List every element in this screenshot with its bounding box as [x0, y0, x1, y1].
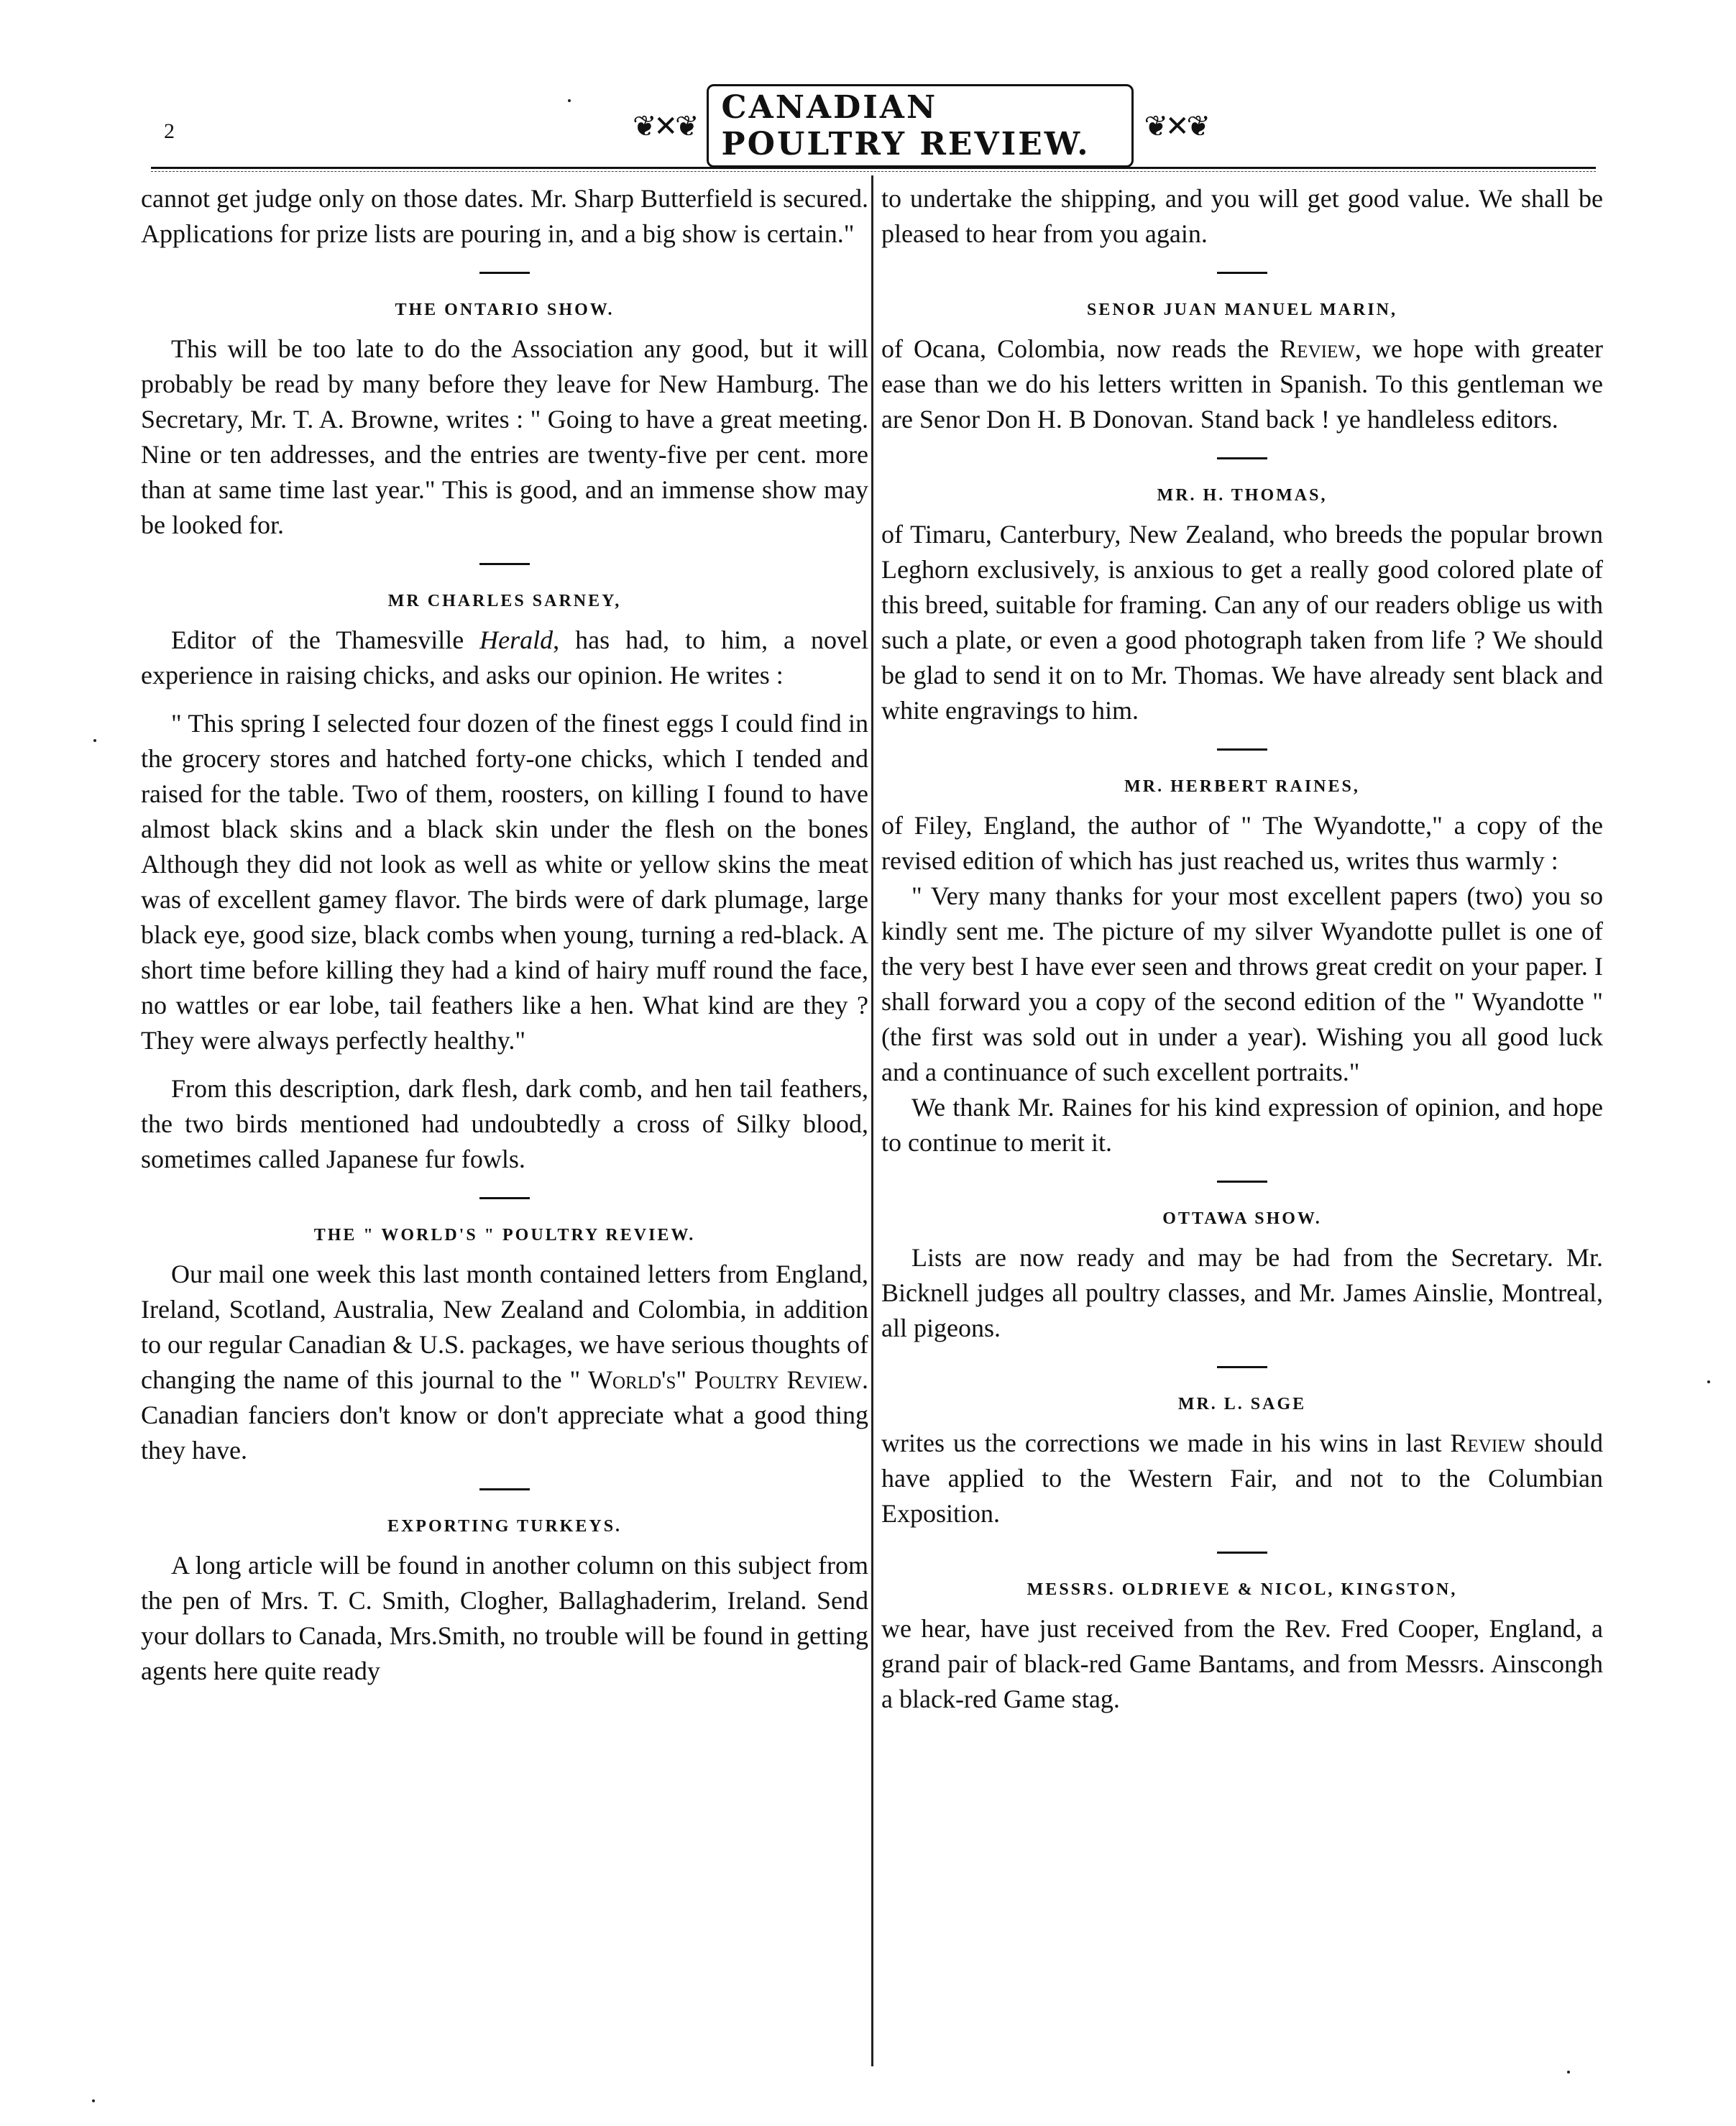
- sage-body-end: should have applied to the Western Fair, and not to the Columbian Exposition.: [881, 1429, 1603, 1528]
- continuation-paragraph: cannot get judge only on those dates. Mr. Sharp Butterfield is secured. Applications for prize lists are pouring in, and a big show is certain.": [141, 184, 868, 248]
- section-divider: [1217, 1366, 1267, 1368]
- raines-reply: We thank Mr. Raines for his kind expression of opinion, and hope to continue to merit it.: [881, 1093, 1603, 1157]
- section-divider: [479, 1197, 530, 1199]
- sage-body-start: writes us the corrections we made in his wins in last: [881, 1429, 1451, 1457]
- herald-italic: Herald: [479, 626, 554, 654]
- marin-body-end: , we hope with greater ease than we do his letters written in Spanish. To this gentleman we are Senor Don H. B Donovan. Stand back ! ye handleless editors.: [881, 334, 1603, 434]
- section-title-exporting-turkeys: EXPORTING TURKEYS.: [387, 1517, 623, 1536]
- raines-letter: " Very many thanks for your most excellent papers (two) you so kindly sent me. The picture of my silver Wyandotte pullet is one of the very best I have ever seen and throws great credit on your paper. I shall forward you a copy of the second edition of the " Wyandotte " (the first was sold out in under a year). Wishing you all good luck and a continuance of such excellent portraits.": [881, 881, 1603, 1086]
- worlds-body-end: . Canadian fanciers don't know or don't appreciate what a good thing they have.: [141, 1365, 868, 1465]
- section-title-h-thomas: MR. H. THOMAS,: [1157, 486, 1328, 505]
- section-divider: [1217, 272, 1267, 274]
- left-column: [141, 181, 868, 1689]
- thomas-body: of Timaru, Canterbury, New Zealand, who breeds the popular brown Leghorn exclusively, is anxious to get a really good colored plate of this breed, suitable for framing. Can any of our readers oblige us with such a plate, or even a good photograph taken from life ? We should be glad to send it on to Mr. Thomas. We have already sent black and white engravings to him.: [881, 520, 1603, 725]
- section-divider: [479, 1488, 530, 1490]
- raines-intro: of Filey, England, the author of " The Wyandotte," a copy of the revised edition of which has just reached us, writes thus warmly :: [881, 811, 1603, 875]
- worlds-body-start: Our mail one week this last month contained letters from England, Ireland, Scotland, Australia, New Zealand and Colombia, in addition to our regular Canadian & U.S. packages, we have serious thoughts of changing the name of this journal to the ": [141, 1260, 868, 1394]
- turkeys-body: A long article will be found in another column on this subject from the pen of Mrs. T. C. Smith, Clogher, Ballaghaderim, Ireland. Send your dollars to Canada, Mrs.Smith, no trouble will be found in getting agents here quite ready: [141, 1551, 868, 1685]
- left-ornament: ❦✕❦: [633, 109, 697, 142]
- sage-body: [881, 1426, 1603, 1531]
- masthead: [633, 89, 1208, 162]
- section-divider: [479, 563, 530, 565]
- paragraph-gap: [141, 693, 868, 706]
- section-title-worlds-poultry-review: THE " WORLD'S " POULTRY REVIEW.: [313, 1226, 696, 1245]
- section-title-l-sage: MR. L. SAGE: [1177, 1395, 1307, 1413]
- marin-body-start: of Ocana, Colombia, now reads the: [881, 334, 1280, 363]
- scan-speck: [93, 739, 96, 742]
- sarney-reply: From this description, dark flesh, dark comb, and hen tail feathers, the two birds mentioned had undoubtedly a cross of Silky blood, sometimes called Japanese fur fowls.: [141, 1074, 868, 1173]
- oldrieve-body: we hear, have just received from the Rev. Fred Cooper, England, a grand pair of black-red Game Bantams, and from Messrs. Ainscongh a black-red Game stag.: [881, 1614, 1603, 1713]
- section-divider: [1217, 457, 1267, 459]
- scan-speck: [92, 2099, 95, 2102]
- column-divider: [871, 175, 873, 2066]
- section-title-oldrieve-nicol: MESSRS. OLDRIEVE & NICOL, KINGSTON,: [1027, 1580, 1458, 1599]
- scan-speck: [1567, 2071, 1570, 2074]
- sarney-intro-start: Editor of the Thamesville: [171, 626, 480, 654]
- section-title-juan-manuel-marin: SENOR JUAN MANUEL MARIN,: [1086, 301, 1397, 319]
- right-column: [881, 181, 1603, 1717]
- right-ornament: ❦✕❦: [1144, 109, 1208, 142]
- sarney-letter: " This spring I selected four dozen of the finest eggs I could find in the grocery stores and hatched forty-one chicks, which I tended and raised for the table. Two of them, roosters, on killing I found to have almost black skins and a black skin under the flesh on the bones Although they did not look as well as white or yellow skins the meat was of excellent gamey flavor. The birds were of dark plumage, large black eye, good size, black combs when young, turning a red-black. A short time before killing they had a kind of hairy muff round the face, no wattles or ear lobe, tail feathers like a hen. What kind are they ? They were always perfectly healthy.": [141, 709, 868, 1055]
- section-divider: [1217, 748, 1267, 751]
- worlds-body: [141, 1257, 868, 1468]
- paragraph-gap: [141, 1058, 868, 1071]
- journal-title: CANADIAN POULTRY REVIEW.: [707, 84, 1134, 168]
- marin-smallcaps: Review: [1280, 334, 1355, 363]
- section-divider: [1217, 1181, 1267, 1183]
- sarney-intro-end: , has had, to him, a novel experience in raising chicks, and asks our opinion. He writes :: [141, 626, 868, 689]
- section-title-ontario-show: THE ONTARIO SHOW.: [395, 301, 615, 319]
- sage-smallcaps: Review: [1450, 1429, 1526, 1457]
- section-title-ottawa-show: OTTAWA SHOW.: [1162, 1209, 1322, 1228]
- worlds-smallcaps: World's" Poultry Review: [587, 1365, 862, 1394]
- section-divider: [479, 272, 530, 274]
- ontario-show-body: This will be too late to do the Association any good, but it will probably be read by many before they leave for New Hamburg. The Secretary, Mr. T. A. Browne, writes : " Going to have a great meeting. Nine or ten addresses, and the entries are twenty-five per cent. more than at same time last year." This is good, and an immense show may be looked for.: [141, 334, 868, 539]
- page-number: 2: [164, 119, 175, 143]
- section-title-herbert-raines: MR. HERBERT RAINES,: [1124, 777, 1360, 796]
- section-title-charles-sarney: MR CHARLES SARNEY,: [387, 592, 622, 610]
- continuation-paragraph-right: to undertake the shipping, and you will get good value. We shall be pleased to hear from you again.: [881, 184, 1603, 248]
- section-divider: [1217, 1552, 1267, 1554]
- scan-speck: [1707, 1380, 1710, 1383]
- marin-body: [881, 331, 1603, 437]
- scan-speck: [568, 99, 571, 102]
- header-rule: [151, 167, 1596, 169]
- ottawa-body: Lists are now ready and may be had from the Secretary. Mr. Bicknell judges all poultry classes, and Mr. James Ainslie, Montreal, all pigeons.: [881, 1243, 1603, 1342]
- sarney-intro: [141, 623, 868, 693]
- header-rule-dashed: [151, 171, 1596, 172]
